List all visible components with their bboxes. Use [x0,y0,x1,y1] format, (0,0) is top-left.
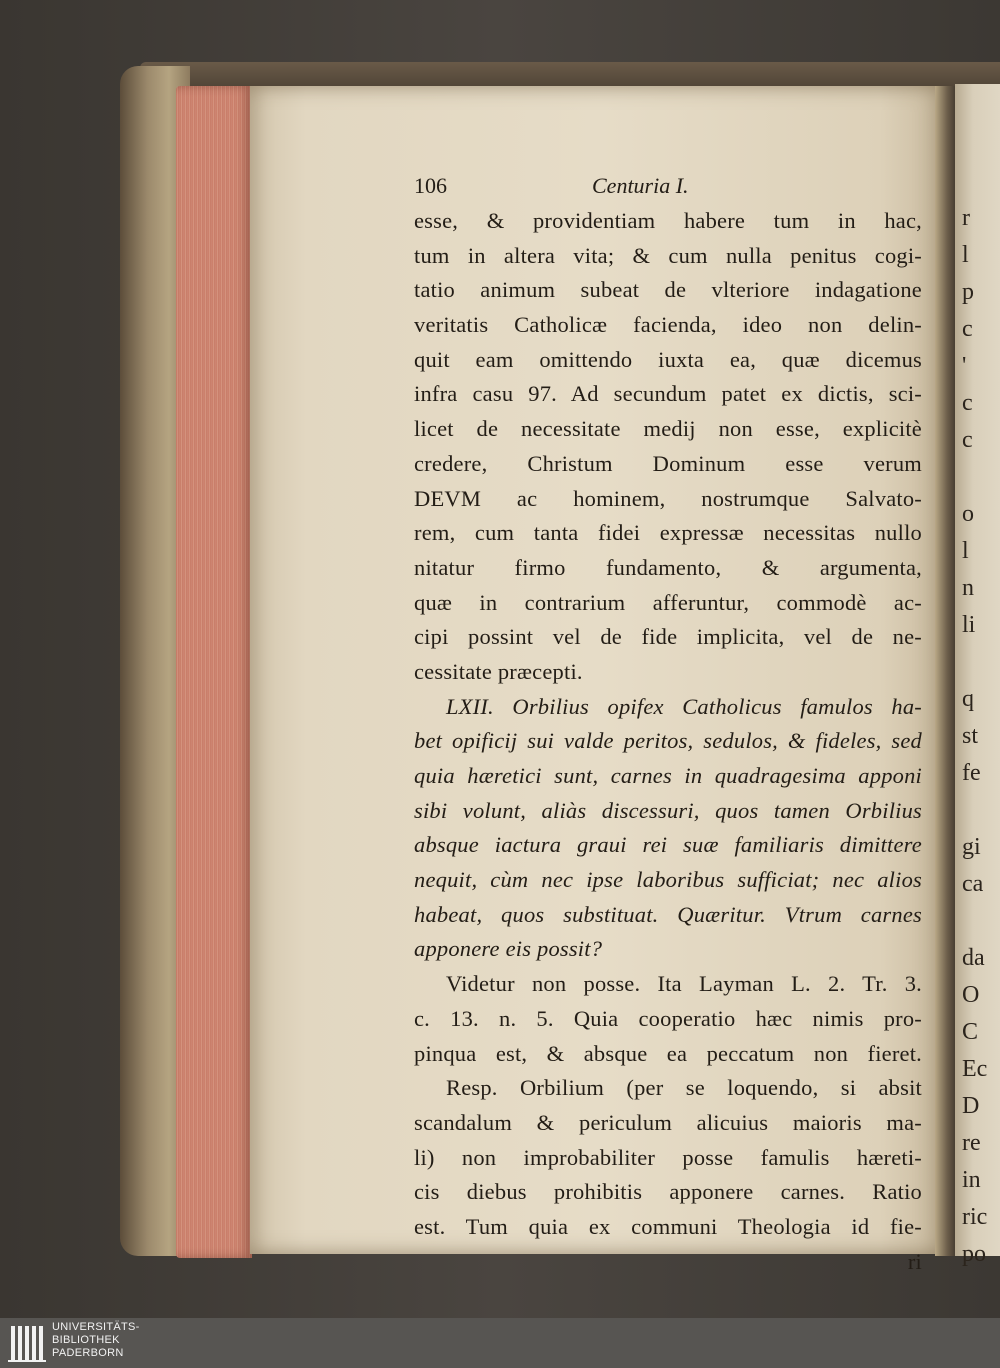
text-line: credere, Christum Dominum esse verum [414,450,922,476]
case-line: sibi volunt, aliàs discessuri, quos tamen Orbilius [414,797,922,823]
text-line: tum in altera vita; & cum nulla penitus cogi- [414,242,922,268]
next-page-fragment [962,903,1000,940]
next-page-fragment: fe [962,760,981,786]
text-line: cessitate præcepti. [414,658,583,684]
answer-line: est. Tum quia ex communi Theologia id fie- [414,1213,922,1239]
text-line: rem, cum tanta fidei expressæ necessitas nullo [414,520,922,546]
library-logo-icon [8,1322,46,1364]
next-page-fragment [962,644,1000,681]
case-line: absque iactura graui rei suæ familiaris dimittere [414,832,922,858]
text-line: tatio animum subeat de vlteriore indagatione [414,277,922,303]
next-page-fragment: da [962,945,985,971]
next-page-fragment: q [962,686,974,712]
next-page-fragment: D [962,1093,980,1119]
text-line: quit eam omittendo iuxta ea, quæ dicemus [414,346,922,372]
text-line: nitatur firmo fundamento, & argumenta, [414,554,922,580]
text-line: licet de necessitate medij non esse, explicitè [414,416,922,442]
answer-line: Resp. Orbilium (per se loquendo, si absit [446,1075,922,1101]
page-text [414,168,922,1279]
next-page-fragment: O [962,982,980,1008]
next-page-fragment: po [962,1241,986,1267]
next-page-fragment: re [962,1130,981,1156]
library-footer [0,1318,1000,1368]
next-page-fragment: c [962,316,973,342]
case-line: LXII. Orbilius opifex Catholicus famulos ha- [446,693,922,719]
next-page-fragment: o [962,501,974,527]
case-line: quia hæretici sunt, carnes in quadragesima apponi [414,763,922,788]
case-paragraph [414,690,922,968]
running-head: Centuria I. [592,173,689,198]
text-line: quæ in contrarium afferuntur, commodè ac- [414,589,922,615]
next-page-fragment [962,459,1000,496]
answer-line: li) non improbabiliter posse famulis hæreti- [414,1144,922,1170]
answer-paragraph [414,967,922,1279]
library-name-line: UNIVERSITÄTS- [52,1321,140,1333]
next-page-fragment: st [962,723,979,749]
library-name [52,1321,140,1360]
text-line: infra casu 97. Ad secundum patet ex dictis, sci- [414,381,922,407]
next-page-fragment: n [962,575,974,601]
next-page-fragment: r [962,205,970,231]
page-number: 106 [414,173,447,198]
next-page-fragment: Ec [962,1056,988,1082]
next-page-fragment: gi [962,834,981,860]
next-page-letters [962,200,1000,1273]
text-line: DEVM ac hominem, nostrumque Salvato- [414,485,922,511]
next-page-fragment: li [962,612,976,638]
next-page-fragment: ric [962,1204,988,1230]
case-line: habeat, quos substituat. Quæritur. Vtrum carnes [414,901,922,927]
text-line: cipi possint vel de fide implicita, vel de ne- [414,624,922,650]
next-page-fragment: in [962,1167,981,1193]
answer-line: c. 13. n. 5. Quia cooperatio hæc nimis pro- [414,1005,922,1031]
next-page-fragment [962,792,1000,829]
case-line: bet opificij sui valde peritos, sedulos, & fideles, sed [414,728,922,754]
library-name-line: PADERBORN [52,1347,124,1359]
answer-line: cis diebus prohibitis apponere carnes. Ratio [414,1179,922,1205]
next-page-fragment: l [962,538,969,564]
answer-line: scandalum & periculum alicuius maioris ma- [414,1109,922,1135]
next-page-fragment: ca [962,871,984,897]
answer-line: pinqua est, & absque ea peccatum non fieret. [414,1040,922,1066]
case-line: nequit, cùm nec ipse laboribus sufficiat; nec alios [414,867,922,893]
answer-line: Videtur non posse. Ita Layman L. 2. Tr. 3. [446,971,922,997]
library-name-line: BIBLIOTHEK [52,1334,120,1346]
book-gutter [935,86,957,1256]
next-page-fragment: ' [962,353,967,379]
next-page-fragment: l [962,242,969,268]
next-page-fragment: C [962,1019,979,1045]
red-page-edges [176,86,252,1258]
next-page-fragment: c [962,390,973,416]
text-line: veritatis Catholicæ facienda, ideo non delin- [414,312,922,338]
next-page-fragment: p [962,279,974,305]
page-header [414,168,922,204]
paragraph-continuation [414,204,922,690]
catchword: ri [907,1248,922,1274]
next-page-fragment: c [962,427,973,453]
text-line: esse, & providentiam habere tum in hac, [414,208,922,233]
case-line: apponere eis possit? [414,936,603,962]
